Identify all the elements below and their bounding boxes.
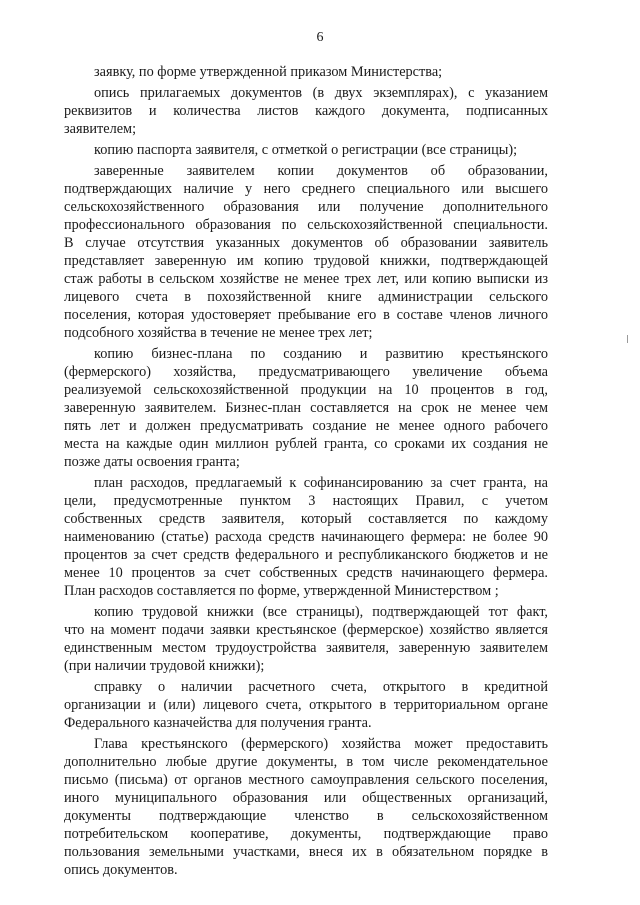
text-line: Глава крестьянского (фермерского) хозяйства может предоставить — [94, 736, 548, 752]
text-line: потребительском кооперативе, документы, подтверждающие право — [64, 826, 548, 842]
text-line: процентов за счет средств федерального и республиканского бюджетов и не — [64, 547, 548, 563]
text-line: Федерального казначейства для получения гранта. — [64, 715, 372, 731]
text-line: лицевого счета в похозяйственной книге администрации сельского — [64, 289, 548, 305]
text-line: (при наличии трудовой книжки); — [64, 658, 265, 674]
text-line: опись документов. — [64, 862, 178, 878]
text-line: реквизитов и количества листов каждого документа, подписанных — [64, 103, 548, 119]
text-line: документы подтверждающие членство в сельскохозяйственном — [64, 808, 548, 824]
text-line: план расходов, предлагаемый к софинансированию за счет гранта, на — [94, 475, 548, 491]
text-line: справку о наличии расчетного счета, открытого в кредитной — [94, 679, 548, 695]
text-line: План расходов составляется по форме, утвержденной Министерством ; — [64, 583, 499, 599]
text-line: представляет заверенную им копию трудовой книжки, подтверждающей — [64, 253, 548, 269]
text-line: копию бизнес-плана по созданию и развитию крестьянского — [94, 346, 548, 362]
text-line: собственных средств заявителя, который составляется по каждому — [64, 511, 548, 527]
text-line: поселения, которая удостоверяет пребывание его в составе членов личного — [64, 307, 548, 323]
text-line: заверенную заявителем. Бизнес-план составляется на срок не менее чем — [64, 400, 548, 416]
text-line: подтверждающих наличие у него среднего специального или высшего — [64, 181, 548, 197]
scan-mark — [627, 335, 628, 343]
text-line: организации и (или) лицевого счета, открытого в территориальном органе — [64, 697, 548, 713]
text-line: опись прилагаемых документов (в двух экземплярах), с указанием — [94, 85, 548, 101]
text-line: цели, предусмотренные пунктом 3 настоящих Правил, с учетом — [64, 493, 548, 509]
text-line: места на каждые один миллион рублей гранта, со сроками их создания не — [64, 436, 548, 452]
text-line: что на момент подачи заявки крестьянское (фермерское) хозяйство является — [64, 622, 548, 638]
text-line: профессионального образования по сельскохозяйственной специальности. — [64, 217, 548, 233]
text-line: (фермерского) хозяйства, предусматривающего увеличение объема — [64, 364, 548, 380]
text-line: заявителем; — [64, 121, 137, 137]
text-line: копию трудовой книжки (все страницы), подтверждающей тот факт, — [94, 604, 548, 620]
text-line: позже даты освоения гранта; — [64, 454, 240, 470]
text-line: письмо (письма) от органов местного самоуправления сельского поселения, — [64, 772, 548, 788]
text-line: реализуемой сельскохозяйственной продукции на 10 процентов в год, — [64, 382, 548, 398]
text-line: пользования земельными участками, внеся их в обязательном порядке в — [64, 844, 548, 860]
text-line: дополнительно любые другие документы, в том числе рекомендательное — [64, 754, 548, 770]
text-line: сельскохозяйственного образования или получение дополнительного — [64, 199, 548, 215]
text-line: пять лет и должен предусматривать создание не менее одного рабочего — [64, 418, 548, 434]
text-line: В случае отсутствия указанных документов об образовании заявитель — [64, 235, 548, 251]
page-number: 6 — [316, 30, 324, 45]
text-line: наименованию (статье) расхода средств начинающего фермера: не более 90 — [64, 529, 548, 545]
text-line: единственным местом трудоустройства заявителя, заверенную заявителем — [64, 640, 548, 656]
text-line: заявку, по форме утвержденной приказом Министерства; — [94, 64, 443, 80]
text-line: иного муниципального образования или общественных организаций, — [64, 790, 548, 806]
text-line: копию паспорта заявителя, с отметкой о регистрации (все страницы); — [94, 142, 518, 158]
text-line: заверенные заявителем копии документов об образовании, — [94, 163, 548, 179]
text-line: менее 10 процентов за счет собственных средств начинающего фермера. — [64, 565, 548, 581]
text-line: стаж работы в сельском хозяйстве не менее трех лет, или копию выписки из — [64, 271, 548, 287]
text-line: подсобного хозяйства в течение не менее трех лет; — [64, 325, 373, 341]
